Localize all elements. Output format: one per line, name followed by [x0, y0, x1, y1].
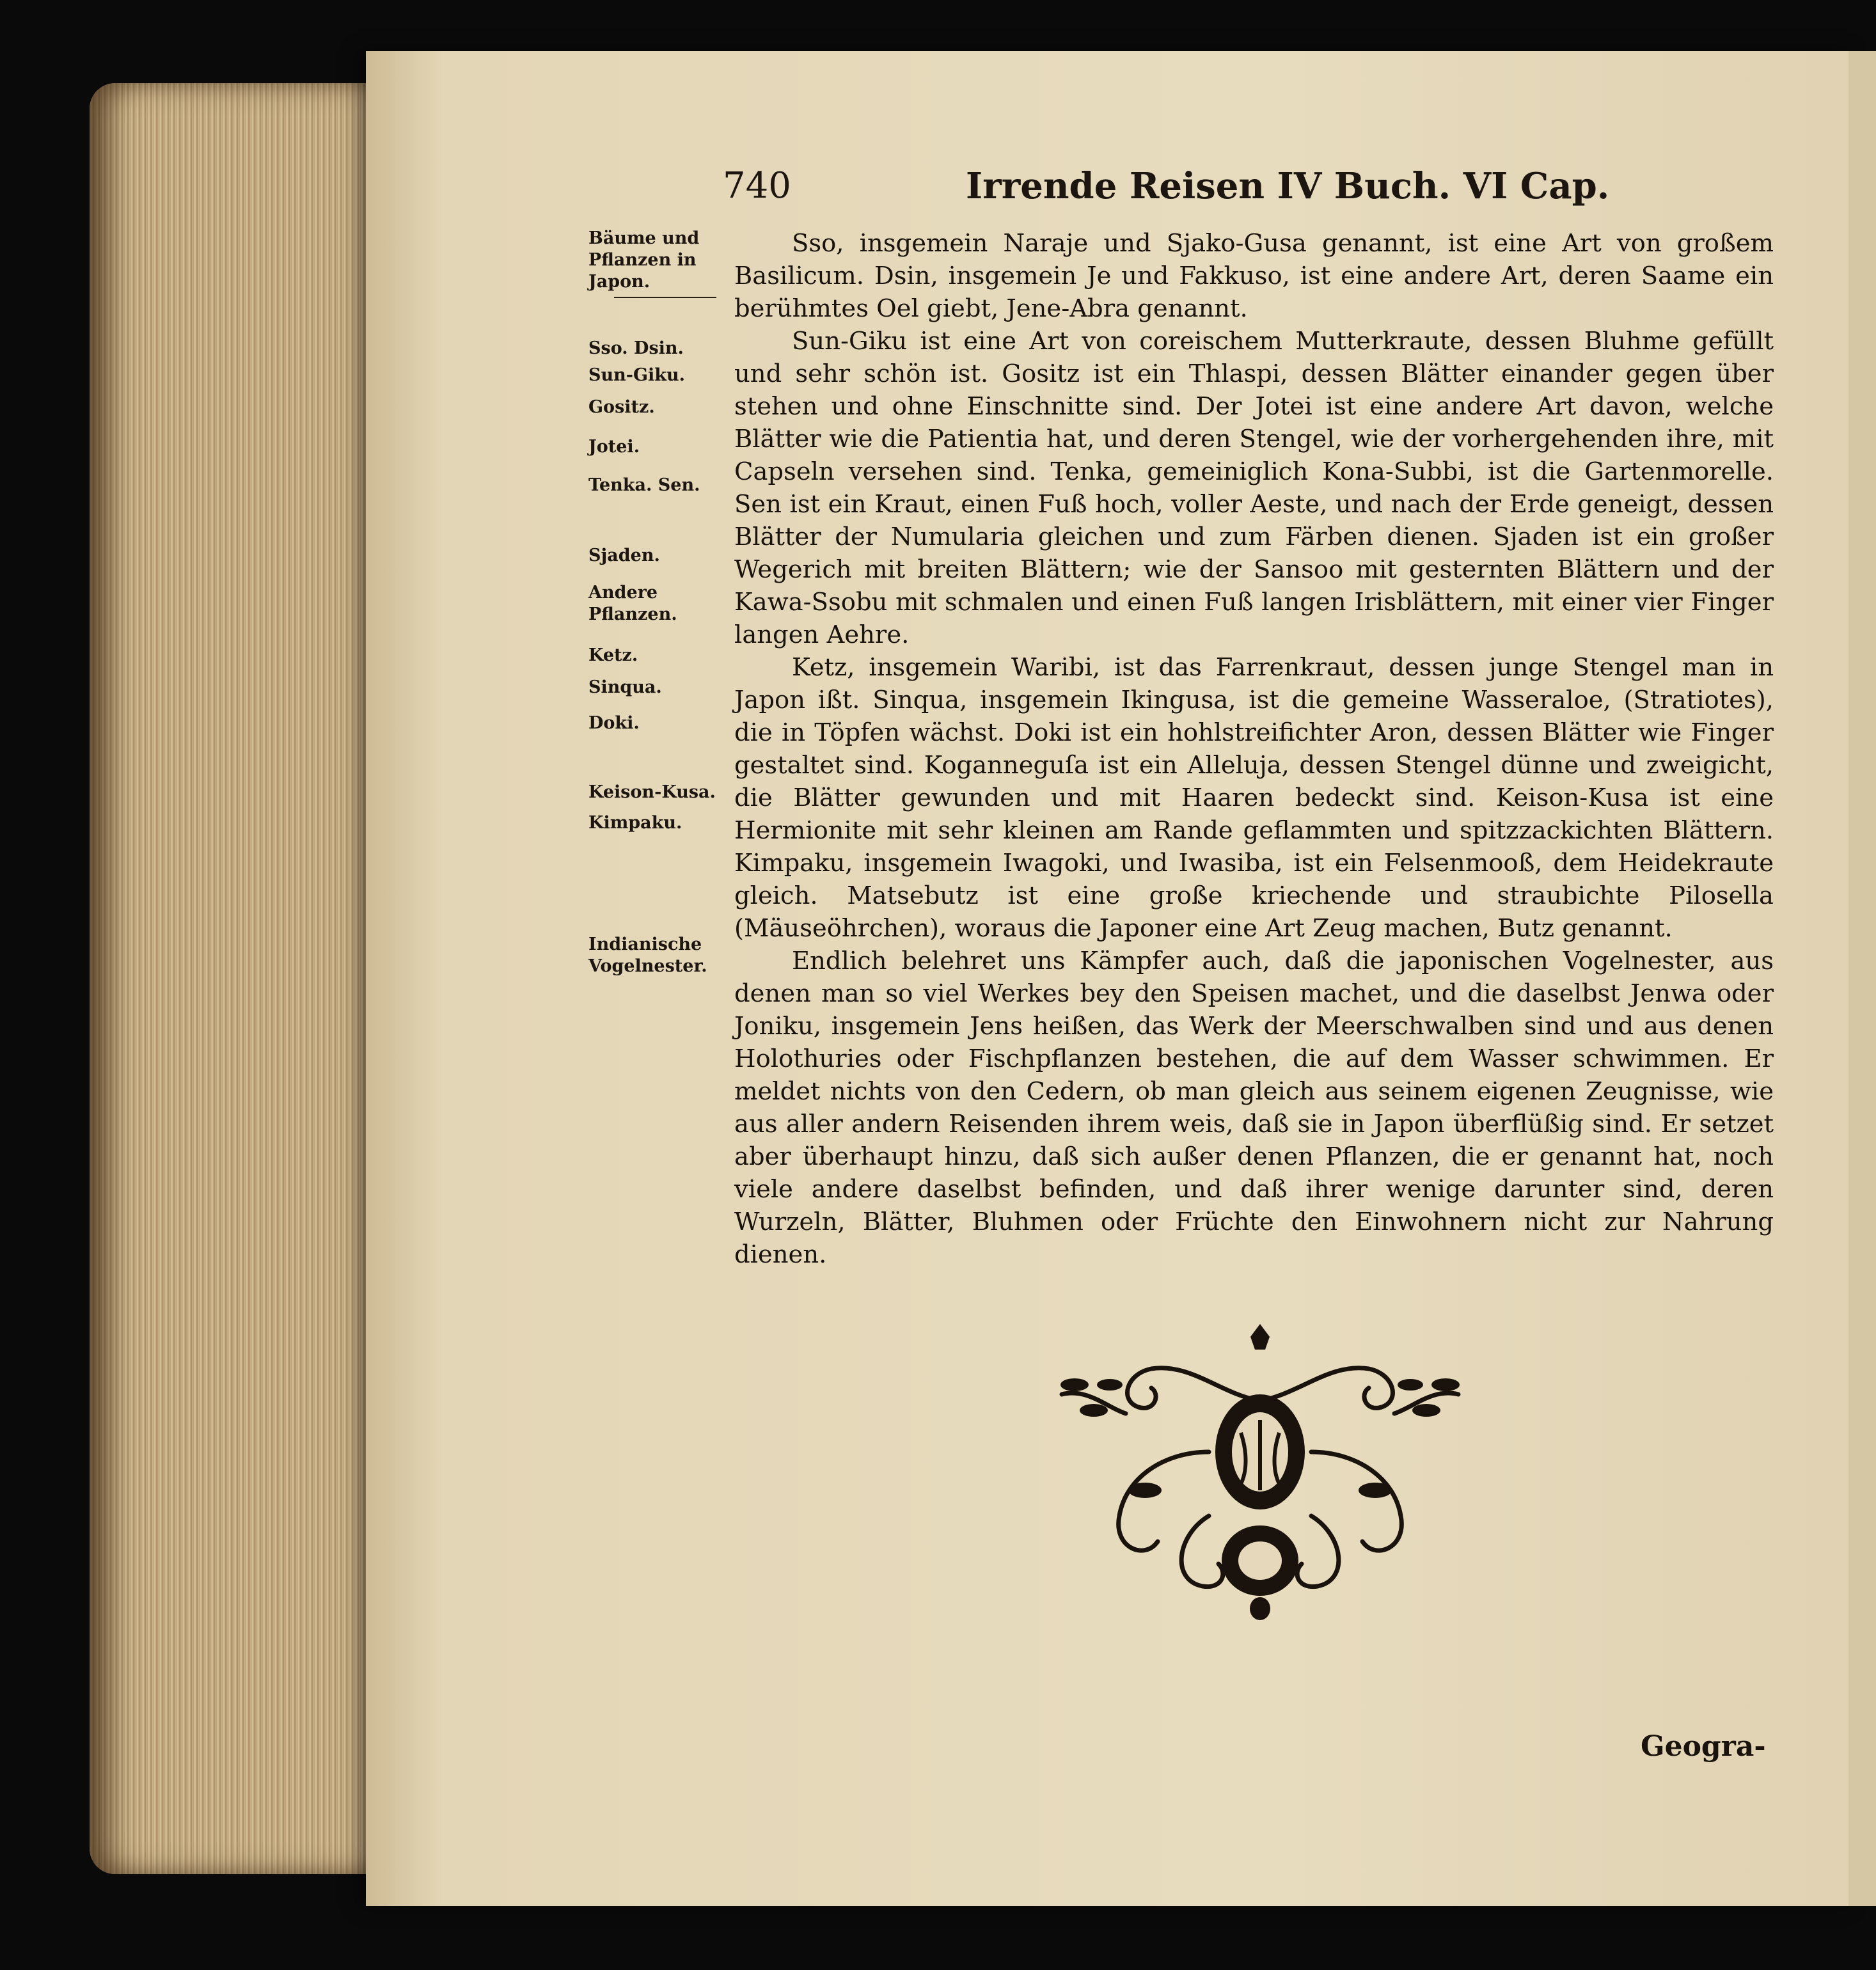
margin-note: Sun-Giku. [588, 365, 686, 385]
margin-note: Andere Pflanzen. [588, 583, 677, 624]
margin-note: Sso. Dsin. [588, 338, 684, 358]
paragraph: Endlich belehret uns Kämpfer auch, daß die japonischen Vogelnester, aus denen man so viel Werkes bey den Speisen machet, und die daselbst Jenwa oder Joniku, insgemein Jens heißen, das Werk der Meerschwalben sind und aus denen Holothuries oder Fischpflanzen bestehen, die auf dem Wasser schwimmen. Er meldet nichts von den Cedern, ob man gleich aus seinem eigenen Zeugnisse, wie aus aller andern Reisenden ihrem weis, daß sie in Japon überflüßig sind. Er setzet aber überhaupt hinzu, daß sich außer denen Pflanzen, die er genannt hat, noch viele andere daselbst befinden, und daß ihrer wenige darunter sind, deren Wurzeln, Blätter, Bluhmen oder Früchte den Einwohnern nicht zur Nahrung dienen. [734, 947, 1774, 1269]
running-title: Irrende Reisen IV Buch. VI Cap. [966, 165, 1610, 207]
margin-note: Gositz. [588, 397, 655, 417]
margin-note: Bäume und Pflanzen in Japon. [588, 228, 726, 298]
margin-note: Tenka. Sen. [588, 475, 700, 495]
body-text [734, 227, 1774, 1271]
margin-note: Sjaden. [588, 546, 660, 565]
page-number: 740 [723, 165, 791, 207]
margin-note: Doki. [588, 713, 640, 733]
margin-note: Ketz. [588, 645, 638, 665]
margin-note: Keison-Kusa. [588, 782, 716, 802]
page-header [723, 165, 1746, 216]
paragraph: Sun-Giku ist eine Art von coreischem Mutterkraute, dessen Bluhme gefüllt und sehr schön ist. Gositz ist ein Thlaspi, dessen Blätter einander gegen über stehen und ohne Einschnitte sind. Der Jotei ist eine andere Art davon, welche Blätter wie die Patientia hat, und deren Stengel, wie der vorhergehenden ihre, mit Capseln versehen sind. Tenka, gemeiniglich Kona-Subbi, ist die Gartenmorelle. Sen ist ein Kraut, einen Fuß hoch, voller Aeste, und nach der Erde geneigt, dessen Blätter der Numularia gleichen und zum Färben dienen. Sjaden ist ein großer Wegerich mit breiten Blättern; wie der Sansoo mit gesternten Blättern und der Kawa-Ssobu mit schmalen und einen Fuß langen Irisblättern, mit einer vier Finger langen Aehre. [734, 327, 1774, 649]
facing-page-edge [1848, 51, 1876, 1906]
paragraph: Sso, insgemein Naraje und Sjako-Gusa genannt, ist eine Art von großem Basilicum. Dsin, insgemein Je und Fakkuso, ist eine andere Art, deren Saame ein berühmtes Oel giebt, Jene-Abra genannt. [734, 229, 1774, 323]
margin-note: Kimpaku. [588, 813, 682, 833]
margin-note: Jotei. [588, 437, 640, 457]
page-block-edge [90, 83, 384, 1874]
floral-vignette-icon [1049, 1324, 1471, 1625]
catchword: Geogra- [1641, 1730, 1766, 1763]
margin-note: Sinqua. [588, 677, 662, 697]
paragraph: Ketz, insgemein Waribi, ist das Farrenkraut, dessen junge Stengel man in Japon ißt. Sinqua, insgemein Ikingusa, ist die gemeine Wasseraloe, (Stratiotes), die in Töpfen wächst. Doki ist ein hohlstreifichter Aron, dessen Blätter wie Finger gestaltet sind. Koganneguſa ist ein Alleluja, dessen Stengel dünne und zweigicht, die Blätter gewunden und mit Haaren bedeckt sind. Keison-Kusa ist eine Hermionite mit sehr kleinen am Rande geflammten und spitzzackichten Blättern. Kimpaku, insgemein Iwagoki, und Iwasiba, ist ein Felsenmooß, dem Heidekraute gleich. Matsebutz ist eine große kriechende und straubichte Pilosella (Mäuseöhrchen), woraus die Japoner eine Art Zeug machen, Butz genannt. [734, 653, 1774, 943]
margin-note: Indianische Vogelnester. [588, 934, 707, 976]
